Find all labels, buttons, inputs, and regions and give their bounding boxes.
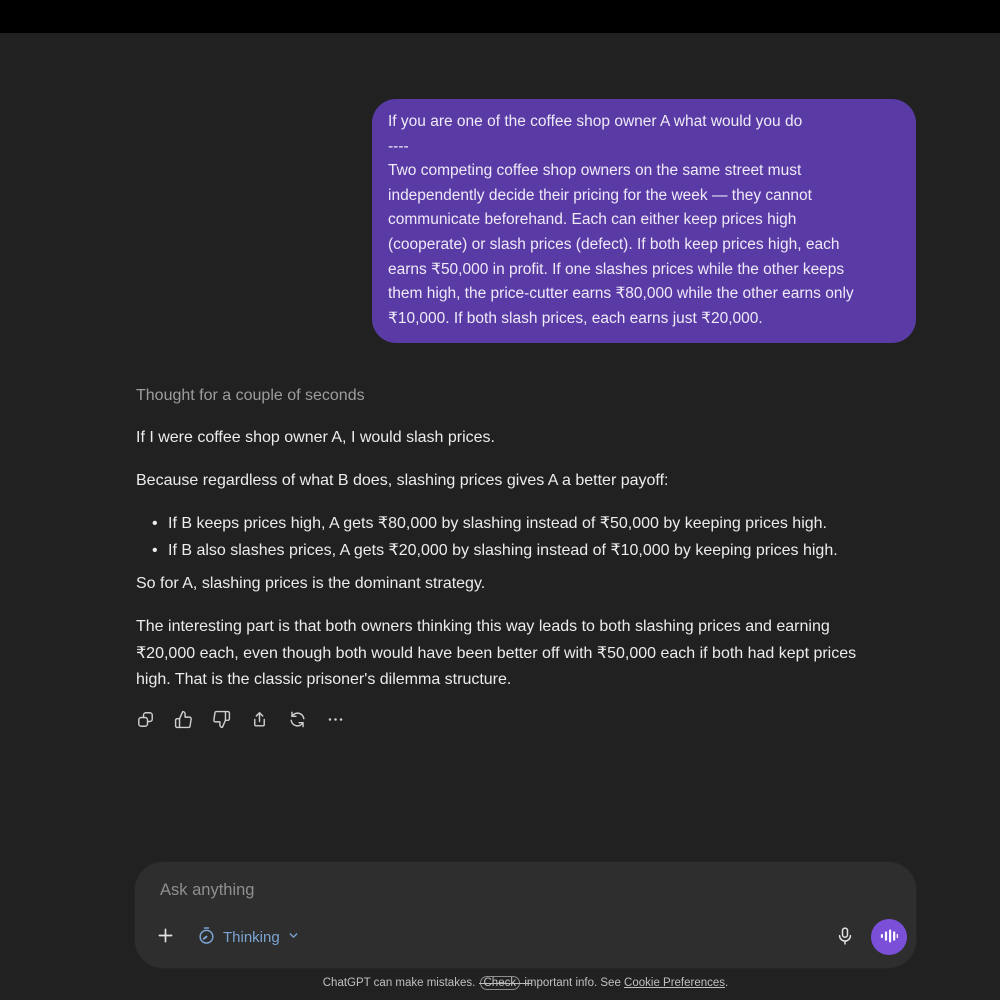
assistant-paragraph: So for A, slashing prices is the dominant strategy.: [136, 575, 486, 592]
user-message-line: independently decide their pricing for the week — they cannot: [388, 186, 812, 204]
user-message-line: communicate beforehand. Each can either keep prices high: [388, 211, 797, 229]
message-action-bar: [132, 707, 918, 733]
list-item: • If B keeps prices high, A gets ₹80,000 by slashing instead of ₹50,000 by keeping prices high.: [136, 510, 918, 537]
thought-duration-toggle[interactable]: Thought for a couple of seconds: [136, 387, 365, 404]
cookie-preferences-link[interactable]: Cookie Preferences: [624, 977, 726, 989]
assistant-paragraph: [136, 614, 918, 694]
disclaimer-text: ChatGPT can make mistakes.: [322, 977, 476, 989]
thumbs-down-button[interactable]: [208, 707, 234, 733]
composer: [135, 862, 916, 968]
attach-button[interactable]: [149, 921, 181, 953]
assistant-paragraph: If I were coffee shop owner A, I would slash prices.: [136, 429, 495, 446]
disclaimer-footer: [135, 977, 916, 989]
chevron-down-icon: [287, 929, 300, 946]
list-item: • If B also slashes prices, A gets ₹20,000 by slashing instead of ₹10,000 by keeping prices high.: [136, 537, 918, 564]
user-message-line: earns ₹50,000 in profit. If one slashes prices while the other keeps: [388, 260, 845, 278]
user-message-line: ----: [388, 137, 409, 155]
more-options-button[interactable]: [322, 707, 348, 733]
thumbs-down-icon: [212, 710, 231, 729]
thumbs-up-icon: [174, 710, 193, 729]
regenerate-icon: [288, 710, 307, 729]
dictate-button[interactable]: [829, 921, 861, 953]
waveform-icon: [879, 926, 899, 949]
share-button[interactable]: [246, 707, 272, 733]
user-message-line: (cooperate) or slash prices (defect). If both keep prices high, each: [388, 235, 840, 253]
copy-icon: [136, 710, 155, 729]
share-icon: [250, 710, 269, 729]
microphone-icon: [835, 926, 855, 949]
message-input[interactable]: Ask anything: [160, 881, 255, 899]
user-message-line: If you are one of the coffee shop owner A what would you do: [388, 113, 803, 130]
top-bar: [0, 0, 1000, 33]
assistant-bullet-list: [136, 510, 918, 564]
user-message-line: ₹10,000. If both slash prices, each earns just ₹20,000.: [388, 309, 763, 327]
assistant-message: [136, 383, 918, 733]
ellipsis-icon: [326, 710, 345, 729]
check-word-highlight: Check: [480, 976, 521, 990]
plus-icon: [155, 925, 176, 949]
user-message-line: Two competing coffee shop owners on the same street must: [388, 162, 802, 180]
assistant-paragraph-line: The interesting part is that both owners thinking this way leads to both slashing prices and earning: [136, 618, 830, 635]
user-message-line: them high, the price-cutter earns ₹80,000 while the other earns only: [388, 285, 854, 303]
assistant-paragraph-line: high. That is the classic prisoner's dilemma structure.: [136, 671, 512, 688]
voice-mode-button[interactable]: [871, 919, 907, 955]
assistant-paragraph-line: ₹20,000 each, even though both would have been better off with ₹50,000 each if both had kept prices: [136, 644, 857, 662]
regenerate-button[interactable]: [284, 707, 310, 733]
thinking-label: Thinking: [223, 928, 280, 946]
assistant-paragraph: Because regardless of what B does, slashing prices gives A a better payoff:: [136, 472, 669, 489]
composer-toolbar: [135, 919, 916, 968]
user-message-bubble: [372, 99, 916, 343]
disclaimer-text: important info. See: [524, 977, 621, 989]
stopwatch-icon: [197, 926, 216, 949]
disclaimer-text: .: [725, 977, 729, 989]
thinking-mode-selector[interactable]: [189, 920, 308, 955]
copy-button[interactable]: [132, 707, 158, 733]
thumbs-up-button[interactable]: [170, 707, 196, 733]
